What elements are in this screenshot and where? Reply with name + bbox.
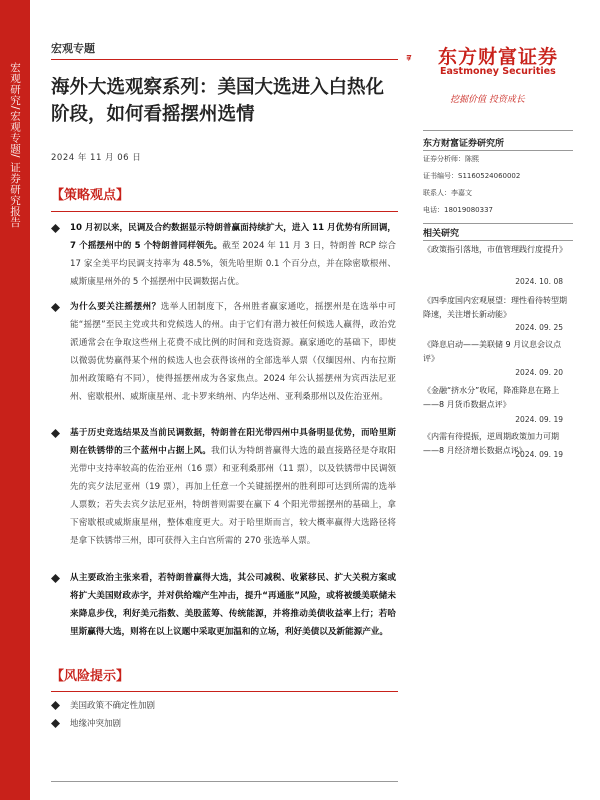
diamond-bullet-icon bbox=[51, 429, 60, 438]
related-report-date: 2024. 10. 08 bbox=[515, 277, 563, 286]
related-report-link[interactable]: 《政策指引落地，市值管理践行度提升》 bbox=[423, 245, 567, 254]
bullet-body: 截至 2024 年 11 月 3 日，特朗普 RCP 综合 17 家全美平均民调支持率为 48.5%，领先哈里斯 0.1 个百分点，并在除密歇根州、威斯康星州外的 5 个摇摆州中民调数据占优。 bbox=[70, 241, 397, 287]
strategy-bullet bbox=[51, 424, 396, 550]
sidebar-category: 宏观研究/宏观专题/ 证券研究报告 bbox=[9, 62, 21, 228]
report-type-tag: 宏观专题 bbox=[51, 42, 95, 55]
institute-name: 东方财富证券研究所 bbox=[423, 139, 505, 149]
footer-divider bbox=[51, 781, 398, 782]
diamond-bullet-icon bbox=[51, 701, 60, 710]
bullet-lead: 为什么要关注摇摆州？ bbox=[70, 302, 161, 312]
bullet-lead: 从主要政治主张来看，若特朗普赢得大选，其公司减税、收紧移民、扩大关税方案或将扩大美国财政赤字，并对供给端产生冲击，提升“再通胀”风险，或将被缓美联储未来降息步伐，利好美元指数、美股蓝筹、传统能源，并将推动美债收益率上行；若哈里斯赢得大选，则将在以上议题中采取更加温和的立场，利好美债以及新能源产业。 bbox=[70, 573, 396, 637]
report-date: 2024 年 11 月 06 日 bbox=[51, 153, 142, 163]
bullet-body: 选举人团制度下，各州胜者赢家通吃，摇摆州是在选举中可能“摇摆”至民主党或共和党候选人的州。由于它们有潜力被任何候选人赢得，政治党派通常会在争取这些州上花费不成比例的时间和竞选资源。赢家通吃的基础下，即使以微弱优势赢得某个州的候选人也会获得该州的全部选举人票（仅缅因州、内布拉斯加州政策略有不同），使得摇摆州成为各家焦点。2024 年公认摇摆州为宾西法尼亚州、密歇根州、威斯康星州、北卡罗来纳州、内华达州、亚利桑那州以及佐治亚州。 bbox=[70, 302, 396, 402]
bullet-body: 我们认为特朗普赢得大选的最直接路径是夺取阳光带中支持率较高的佐治亚州（16 票）和亚利桑那州（11 票），以及铁锈带中民调领先的宾夕法尼亚州（19 票），再加上任意一个关键摇摆州的胜利即可达到所需的选举人票数；若失去宾夕法尼亚州，特朗普则需要在赢下 4 个阳光带摇摆州的基础上，拿下密歇根或威斯康星州，整体难度更大。对于哈里斯而言，较大概率赢得大选路径将是拿下铁锈带三州，即可获得入主白宫所需的 270 张选举人票。 bbox=[70, 446, 396, 546]
strategy-bullet bbox=[51, 298, 396, 406]
bullet-lead: 基于历史竞选结果及当前民调数据，特朗普在阳光带四州中具备明显优势，而哈里斯则在铁锈带的三个蓝州中占据上风。 bbox=[70, 428, 396, 456]
risk-text: 美国政策不确定性加剧 bbox=[70, 701, 156, 711]
sidebar-divider bbox=[423, 130, 573, 131]
brand-slogan: 挖掘价值 投资成长 bbox=[450, 95, 525, 105]
related-report-link[interactable]: 《内需有待提振，逆周期政策加力可期——8 月经济增长数据点评》 bbox=[423, 432, 559, 455]
diamond-bullet-icon bbox=[51, 303, 60, 312]
related-report-date: 2024. 09. 20 bbox=[515, 368, 563, 377]
strategy-bullet bbox=[51, 219, 396, 291]
header-divider bbox=[51, 59, 398, 60]
related-report-link[interactable]: 《降息启动——美联储 9 月议息会议点评》 bbox=[423, 340, 562, 363]
sidebar-divider bbox=[423, 240, 573, 241]
brand-name: 东方财富证券 bbox=[438, 46, 559, 68]
section-divider bbox=[51, 211, 398, 212]
risk-item bbox=[51, 699, 155, 711]
eastmoney-logo-icon bbox=[406, 40, 436, 76]
section-divider bbox=[51, 691, 398, 692]
sidebar-strip bbox=[0, 0, 30, 800]
related-report-date: 2024. 09. 19 bbox=[515, 450, 563, 459]
bullet-lead: 10 月初以来，民调及合约数据显示特朗普赢面持续扩大，进入 11 月优势有所回调，7 个摇摆州中的 5 个特朗普同样领先。 bbox=[70, 223, 396, 251]
diamond-bullet-icon bbox=[51, 719, 60, 728]
diamond-bullet-icon bbox=[51, 574, 60, 583]
related-report-link[interactable]: 《四季度国内宏观展望：理性看待转型期降速，关注增长新动能》 bbox=[423, 296, 567, 319]
contact-phone: 电话：18019080337 bbox=[423, 206, 493, 214]
risk-text: 地缘冲突加剧 bbox=[70, 719, 122, 729]
strategy-heading: 【策略观点】 bbox=[51, 188, 130, 203]
related-report-date: 2024. 09. 19 bbox=[515, 415, 563, 424]
page-title: 海外大选观察系列：美国大选进入白热化阶段，如何看摇摆州选情 bbox=[51, 77, 385, 125]
strategy-bullet bbox=[51, 569, 396, 641]
analyst-cert: 证书编号：S1160524060002 bbox=[423, 172, 521, 180]
sidebar-divider bbox=[423, 150, 573, 151]
risk-item bbox=[51, 717, 121, 729]
risk-heading: 【风险提示】 bbox=[51, 669, 130, 684]
diamond-bullet-icon bbox=[51, 224, 60, 233]
analyst-name: 证券分析师：陈熙 bbox=[423, 155, 479, 163]
related-report-date: 2024. 09. 25 bbox=[515, 323, 563, 332]
sidebar-divider bbox=[423, 223, 573, 224]
related-report-link[interactable]: 《金融“挤水分”收尾，降准降息在路上——8 月货币数据点评》 bbox=[423, 386, 560, 409]
related-heading: 相关研究 bbox=[423, 229, 460, 239]
contact-name: 联系人：李嘉文 bbox=[423, 189, 472, 197]
brand-name-en: Eastmoney Securities bbox=[440, 66, 556, 77]
